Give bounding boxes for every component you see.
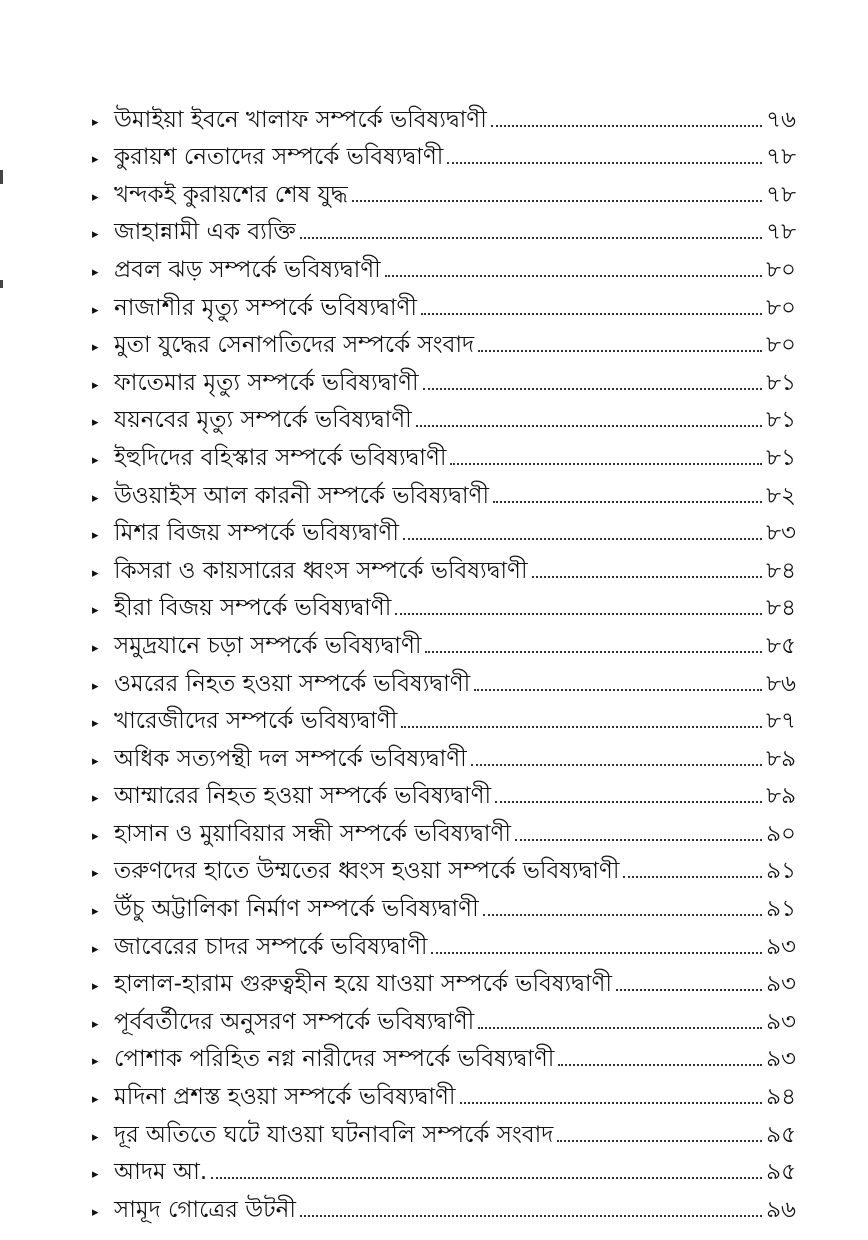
toc-entry-title: পূর্ববর্তীদের অনুসরণ সম্পর্কে ভবিষ্যদ্বাণী	[114, 1008, 475, 1035]
dotted-leader	[416, 425, 762, 427]
toc-entry	[92, 322, 796, 360]
bullet-arrow-icon: ▸	[92, 716, 99, 732]
toc-entry-title: প্রবল ঝড় সম্পর্কে ভবিষ্যদ্বাণী	[114, 256, 381, 283]
bullet-arrow-icon: ▸	[92, 264, 99, 280]
bullet-arrow-icon: ▸	[92, 114, 99, 130]
toc-entry-page-number: ৮৯	[766, 783, 796, 810]
dotted-leader	[460, 1102, 763, 1104]
toc-entry-title: অধিক সত্যপন্থী দল সম্পর্কে ভবিষ্যদ্বাণী	[114, 745, 467, 772]
dotted-leader	[616, 989, 762, 991]
toc-entry-page-number: ৯১	[766, 896, 796, 923]
toc-entry	[92, 547, 796, 585]
dotted-leader	[493, 501, 762, 503]
toc-entry	[92, 134, 796, 172]
toc-entry-page-number: ৯৪	[766, 1084, 796, 1111]
toc-entry-title: আম্মারের নিহত হওয়া সম্পর্কে ভবিষ্যদ্বাণী	[114, 783, 492, 810]
bullet-arrow-icon: ▸	[92, 678, 99, 694]
toc-entry-page-number: ৯৩	[766, 971, 796, 998]
toc-entry-title: মদিনা প্রশস্ত হওয়া সম্পর্কে ভবিষ্যদ্বাণী	[114, 1084, 456, 1111]
bullet-arrow-icon: ▸	[92, 1129, 99, 1145]
bullet-arrow-icon: ▸	[92, 1054, 99, 1070]
toc-entry-title: হীরা বিজয় সম্পর্কে ভবিষ্যদ্বাণী	[114, 595, 392, 622]
bullet-arrow-icon: ▸	[92, 302, 99, 318]
toc-entry-page-number: ৮৫	[766, 632, 796, 659]
dotted-leader	[532, 576, 763, 578]
bullet-arrow-icon: ▸	[92, 528, 99, 544]
toc-entry-page-number: ৮৩	[766, 520, 796, 547]
dotted-leader	[431, 952, 762, 954]
bullet-arrow-icon: ▸	[92, 979, 99, 995]
dotted-leader	[450, 463, 762, 465]
toc-entry-page-number: ৮২	[766, 482, 796, 509]
dotted-leader	[300, 1215, 762, 1217]
toc-entry-title: কিসরা ও কায়সারের ধ্বংস সম্পর্কে ভবিষ্যদ্বাণী	[114, 557, 528, 584]
scan-edge-mark	[0, 280, 3, 288]
toc-entry	[92, 397, 796, 435]
toc-entry	[92, 698, 796, 736]
dotted-leader	[557, 1140, 762, 1142]
toc-entry-page-number: ৯৩	[766, 1008, 796, 1035]
toc-entry-page-number: ৭৮	[766, 144, 796, 171]
toc-entry	[92, 1186, 796, 1224]
bullet-arrow-icon: ▸	[92, 904, 99, 920]
dotted-leader	[401, 726, 762, 728]
bullet-arrow-icon: ▸	[92, 152, 99, 168]
toc-entry	[92, 1111, 796, 1149]
bullet-arrow-icon: ▸	[92, 866, 99, 882]
dotted-leader	[495, 801, 762, 803]
toc-entry-page-number: ৮১	[766, 444, 796, 471]
toc-entry-title: যয়নবের মৃত্যু সম্পর্কে ভবিষ্যদ্বাণী	[114, 407, 412, 434]
toc-entry-title: জাবেরের চাদর সম্পর্কে ভবিষ্যদ্বাণী	[114, 933, 428, 960]
bullet-arrow-icon: ▸	[92, 227, 99, 243]
toc-entry	[92, 585, 796, 623]
toc-entry	[92, 1149, 796, 1187]
bullet-arrow-icon: ▸	[92, 828, 99, 844]
toc-entry	[92, 472, 796, 510]
toc-entry-page-number: ৮০	[766, 294, 796, 321]
bullet-arrow-icon: ▸	[92, 791, 99, 807]
toc-entry	[92, 622, 796, 660]
toc-entry-title: ওমরের নিহত হওয়া সম্পর্কে ভবিষ্যদ্বাণী	[114, 670, 471, 697]
dotted-leader	[515, 839, 762, 841]
toc-entry-page-number: ৯১	[766, 858, 796, 885]
bullet-arrow-icon: ▸	[92, 377, 99, 393]
dotted-leader	[421, 313, 762, 315]
toc-entry-title: হালাল-হারাম গুরুত্বহীন হয়ে যাওয়া সম্পর্কে ভবিষ্যদ্বাণী	[114, 971, 613, 998]
toc-entry-title: উওয়াইস আল কারনী সম্পর্কে ভবিষ্যদ্বাণী	[114, 482, 490, 509]
toc-entry-title: উঁচু অট্টালিকা নির্মাণ সম্পর্কে ভবিষ্যদ্বাণী	[114, 896, 479, 923]
toc-entry-page-number: ৮৭	[766, 708, 796, 735]
dotted-leader	[478, 350, 762, 352]
bullet-arrow-icon: ▸	[92, 941, 99, 957]
toc-entry	[92, 171, 796, 209]
bullet-arrow-icon: ▸	[92, 189, 99, 205]
bullet-arrow-icon: ▸	[92, 340, 99, 356]
toc-entry-page-number: ৭৮	[766, 219, 796, 246]
toc-entry-page-number: ৮৪	[766, 557, 796, 584]
toc-entry	[92, 810, 796, 848]
toc-entry	[92, 246, 796, 284]
toc-entry	[92, 848, 796, 886]
toc-entry-page-number: ৮০	[766, 332, 796, 359]
bullet-arrow-icon: ▸	[92, 640, 99, 656]
toc-entry-page-number: ৯৫	[766, 1159, 796, 1186]
toc-entry-title: খন্দকই কুরায়শের শেষ যুদ্ধ	[114, 181, 348, 208]
toc-entry-title: হাসান ও মুয়াবিয়ার সন্ধী সম্পর্কে ভবিষ্যদ্বাণী	[114, 820, 511, 847]
toc-entry-page-number: ৮৬	[766, 670, 796, 697]
toc-entry-title: পোশাক পরিহিত নগ্ন নারীদের সম্পর্কে ভবিষ্যদ্বাণী	[114, 1046, 555, 1073]
table-of-contents	[92, 96, 796, 1224]
dotted-leader	[558, 1064, 762, 1066]
toc-entry-title: কুরায়শ নেতাদের সম্পর্কে ভবিষ্যদ্বাণী	[114, 144, 444, 171]
toc-entry-title: আদম আ.	[114, 1159, 208, 1186]
dotted-leader	[474, 689, 762, 691]
toc-entry-page-number: ৯০	[766, 820, 796, 847]
toc-entry	[92, 284, 796, 322]
dotted-leader	[423, 388, 763, 390]
toc-entry	[92, 510, 796, 548]
dotted-leader	[395, 613, 762, 615]
toc-entry-title: উমাইয়া ইবনে খালাফ সম্পর্কে ভবিষ্যদ্বাণী	[114, 106, 487, 133]
toc-entry-title: তরুণদের হাতে উম্মতের ধ্বংস হওয়া সম্পর্কে ভবিষ্যদ্বাণী	[114, 858, 620, 885]
dotted-leader	[211, 1177, 762, 1179]
bullet-arrow-icon: ▸	[92, 1016, 99, 1032]
dotted-leader	[483, 914, 762, 916]
toc-entry	[92, 359, 796, 397]
dotted-leader	[385, 275, 762, 277]
bullet-arrow-icon: ▸	[92, 753, 99, 769]
dotted-leader	[425, 651, 762, 653]
toc-entry-page-number: ৮১	[766, 369, 796, 396]
toc-entry	[92, 923, 796, 961]
toc-entry	[92, 735, 796, 773]
toc-entry-title: নাজাশীর মৃত্যু সম্পর্কে ভবিষ্যদ্বাণী	[114, 294, 417, 321]
toc-entry	[92, 961, 796, 999]
toc-entry	[92, 885, 796, 923]
toc-entry	[92, 773, 796, 811]
toc-entry-page-number: ৮৯	[766, 745, 796, 772]
toc-entry-page-number: ৯৩	[766, 933, 796, 960]
dotted-leader	[352, 200, 762, 202]
bullet-arrow-icon: ▸	[92, 565, 99, 581]
toc-entry-title: সমুদ্রযানে চড়া সম্পর্কে ভবিষ্যদ্বাণী	[114, 632, 422, 659]
toc-entry	[92, 1073, 796, 1111]
toc-entry	[92, 998, 796, 1036]
dotted-leader	[403, 538, 762, 540]
toc-entry-title: ইহুদিদের বহিস্কার সম্পর্কে ভবিষ্যদ্বাণী	[114, 444, 447, 471]
toc-entry-page-number: ৯৬	[766, 1196, 796, 1223]
dotted-leader	[471, 764, 762, 766]
toc-entry	[92, 96, 796, 134]
toc-entry-title: দূর অতিতে ঘটে যাওয়া ঘটনাবলি সম্পর্কে সংবাদ	[114, 1121, 554, 1148]
bullet-arrow-icon: ▸	[92, 452, 99, 468]
scan-edge-mark	[0, 170, 3, 184]
dotted-leader	[447, 162, 762, 164]
toc-entry-page-number: ৮৪	[766, 595, 796, 622]
toc-entry-title: খারেজীদের সম্পর্কে ভবিষ্যদ্বাণী	[114, 708, 398, 735]
dotted-leader	[300, 237, 762, 239]
toc-entry	[92, 1036, 796, 1074]
toc-entry-title: জাহান্নামী এক ব্যক্তি	[114, 219, 296, 246]
toc-entry-title: মুতা যুদ্ধের সেনাপতিদের সম্পর্কে সংবাদ	[114, 332, 475, 359]
toc-entry	[92, 660, 796, 698]
toc-entry-page-number: ৭৮	[766, 181, 796, 208]
toc-entry	[92, 434, 796, 472]
toc-entry-page-number: ৭৬	[766, 106, 796, 133]
bullet-arrow-icon: ▸	[92, 1167, 99, 1183]
toc-entry-page-number: ৮১	[766, 407, 796, 434]
dotted-leader	[491, 125, 762, 127]
bullet-arrow-icon: ▸	[92, 1204, 99, 1220]
bullet-arrow-icon: ▸	[92, 1092, 99, 1108]
toc-entry	[92, 209, 796, 247]
bullet-arrow-icon: ▸	[92, 490, 99, 506]
dotted-leader	[623, 876, 762, 878]
toc-entry-page-number: ৮০	[766, 256, 796, 283]
bullet-arrow-icon: ▸	[92, 415, 99, 431]
toc-entry-page-number: ৯৫	[766, 1121, 796, 1148]
bullet-arrow-icon: ▸	[92, 603, 99, 619]
toc-entry-title: ফাতেমার মৃত্যু সম্পর্কে ভবিষ্যদ্বাণী	[114, 369, 419, 396]
toc-entry-page-number: ৯৩	[766, 1046, 796, 1073]
toc-entry-title: মিশর বিজয় সম্পর্কে ভবিষ্যদ্বাণী	[114, 520, 399, 547]
dotted-leader	[478, 1027, 762, 1029]
toc-entry-title: সামূদ গোত্রের উটনী	[114, 1196, 296, 1223]
